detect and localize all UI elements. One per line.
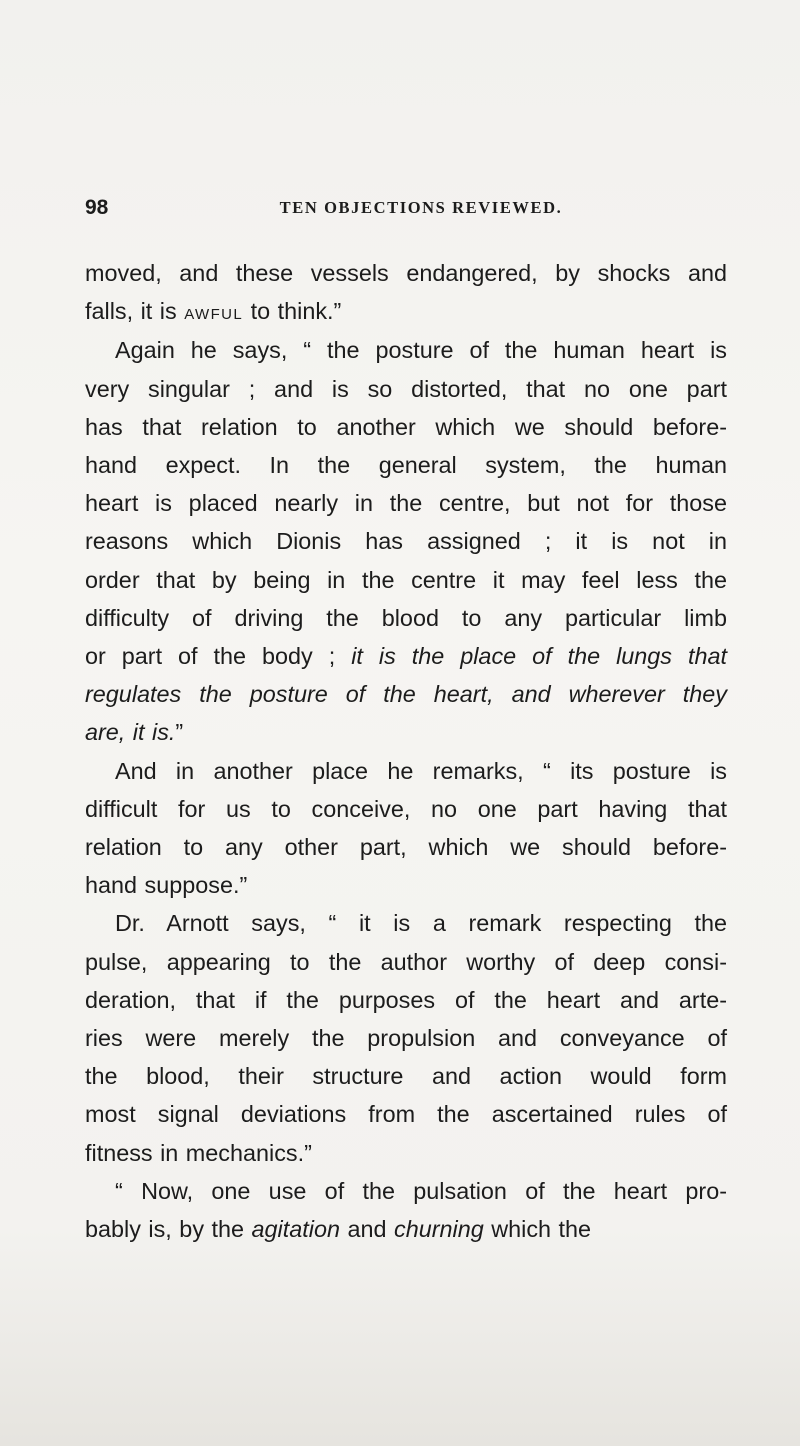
text-segment: difficult for us to conceive, no one part having that bbox=[85, 795, 727, 822]
text-segment: Again he says, “ the posture of the human heart is bbox=[115, 337, 727, 364]
text-segment: heart is placed nearly in the centre, but not for those bbox=[85, 490, 727, 517]
italic-text: it is the place of the lungs that bbox=[351, 643, 727, 670]
body-text bbox=[85, 254, 727, 1248]
text-line bbox=[85, 675, 727, 713]
text-segment: pulse, appearing to the author worthy of deep consi- bbox=[85, 948, 727, 975]
text-line bbox=[85, 1134, 727, 1172]
text-line bbox=[85, 866, 727, 904]
text-line bbox=[85, 522, 727, 560]
text-segment: fitness in mechanics.” bbox=[85, 1139, 312, 1166]
text-segment: ” bbox=[175, 719, 184, 746]
text-segment: Dr. Arnott says, “ it is a remark respecting the bbox=[115, 910, 727, 937]
text-line bbox=[85, 1172, 727, 1210]
text-segment: the blood, their structure and action would form bbox=[85, 1063, 727, 1090]
text-line bbox=[85, 943, 727, 981]
text-segment: order that by being in the centre it may feel less the bbox=[85, 566, 727, 593]
text-line bbox=[85, 981, 727, 1019]
running-head: TEN OBJECTIONS REVIEWED. bbox=[279, 198, 563, 217]
text-segment: which the bbox=[483, 1216, 592, 1243]
text-segment: or part of the body ; bbox=[85, 643, 352, 670]
text-line bbox=[85, 446, 727, 484]
italic-text: agitation bbox=[251, 1216, 340, 1243]
text-line bbox=[85, 599, 727, 637]
text-segment: falls, it is bbox=[85, 298, 185, 325]
text-segment: reasons which Dionis has assigned ; it is not in bbox=[85, 528, 727, 555]
text-segment: And in another place he remarks, “ its posture is bbox=[115, 757, 727, 784]
italic-text: regulates the posture of the heart, and wherever they bbox=[85, 681, 727, 708]
text-segment: most signal deviations from the ascertained rules of bbox=[85, 1101, 727, 1128]
text-segment: very singular ; and is so distorted, that no one part bbox=[85, 375, 727, 402]
page-header bbox=[85, 196, 725, 230]
text-segment: hand suppose.” bbox=[85, 872, 248, 899]
text-line bbox=[85, 1095, 727, 1133]
text-line bbox=[85, 254, 727, 292]
text-line bbox=[85, 292, 727, 331]
text-line bbox=[85, 408, 727, 446]
text-segment: bably is, by the bbox=[85, 1216, 252, 1243]
text-line bbox=[85, 904, 727, 942]
page-number: 98 bbox=[85, 196, 109, 219]
text-line bbox=[85, 828, 727, 866]
text-segment: to think.” bbox=[243, 298, 342, 325]
text-line bbox=[85, 637, 727, 675]
text-segment: ries were merely the propulsion and conveyance of bbox=[85, 1025, 727, 1052]
italic-text: are, it is. bbox=[85, 719, 176, 746]
italic-text: churning bbox=[394, 1216, 484, 1243]
text-line bbox=[85, 331, 727, 369]
text-line bbox=[85, 1057, 727, 1095]
text-line bbox=[85, 713, 727, 751]
text-segment: hand expect. In the general system, the human bbox=[85, 452, 727, 479]
text-line bbox=[85, 484, 727, 522]
text-line bbox=[85, 561, 727, 599]
text-line bbox=[85, 790, 727, 828]
text-line bbox=[85, 1210, 727, 1248]
text-segment: “ Now, one use of the pulsation of the heart pro- bbox=[115, 1177, 727, 1204]
text-line bbox=[85, 752, 727, 790]
text-segment: deration, that if the purposes of the heart and arte- bbox=[85, 986, 727, 1013]
text-segment: moved, and these vessels endangered, by shocks and bbox=[85, 260, 727, 286]
text-segment: relation to any other part, which we should before- bbox=[85, 834, 727, 861]
text-segment: difficulty of driving the blood to any particular limb bbox=[85, 604, 727, 631]
text-segment: and bbox=[339, 1216, 394, 1243]
text-line bbox=[85, 1019, 727, 1057]
small-caps-text: awful bbox=[184, 299, 244, 325]
text-line bbox=[85, 370, 727, 408]
text-segment: has that relation to another which we should before- bbox=[85, 413, 727, 440]
